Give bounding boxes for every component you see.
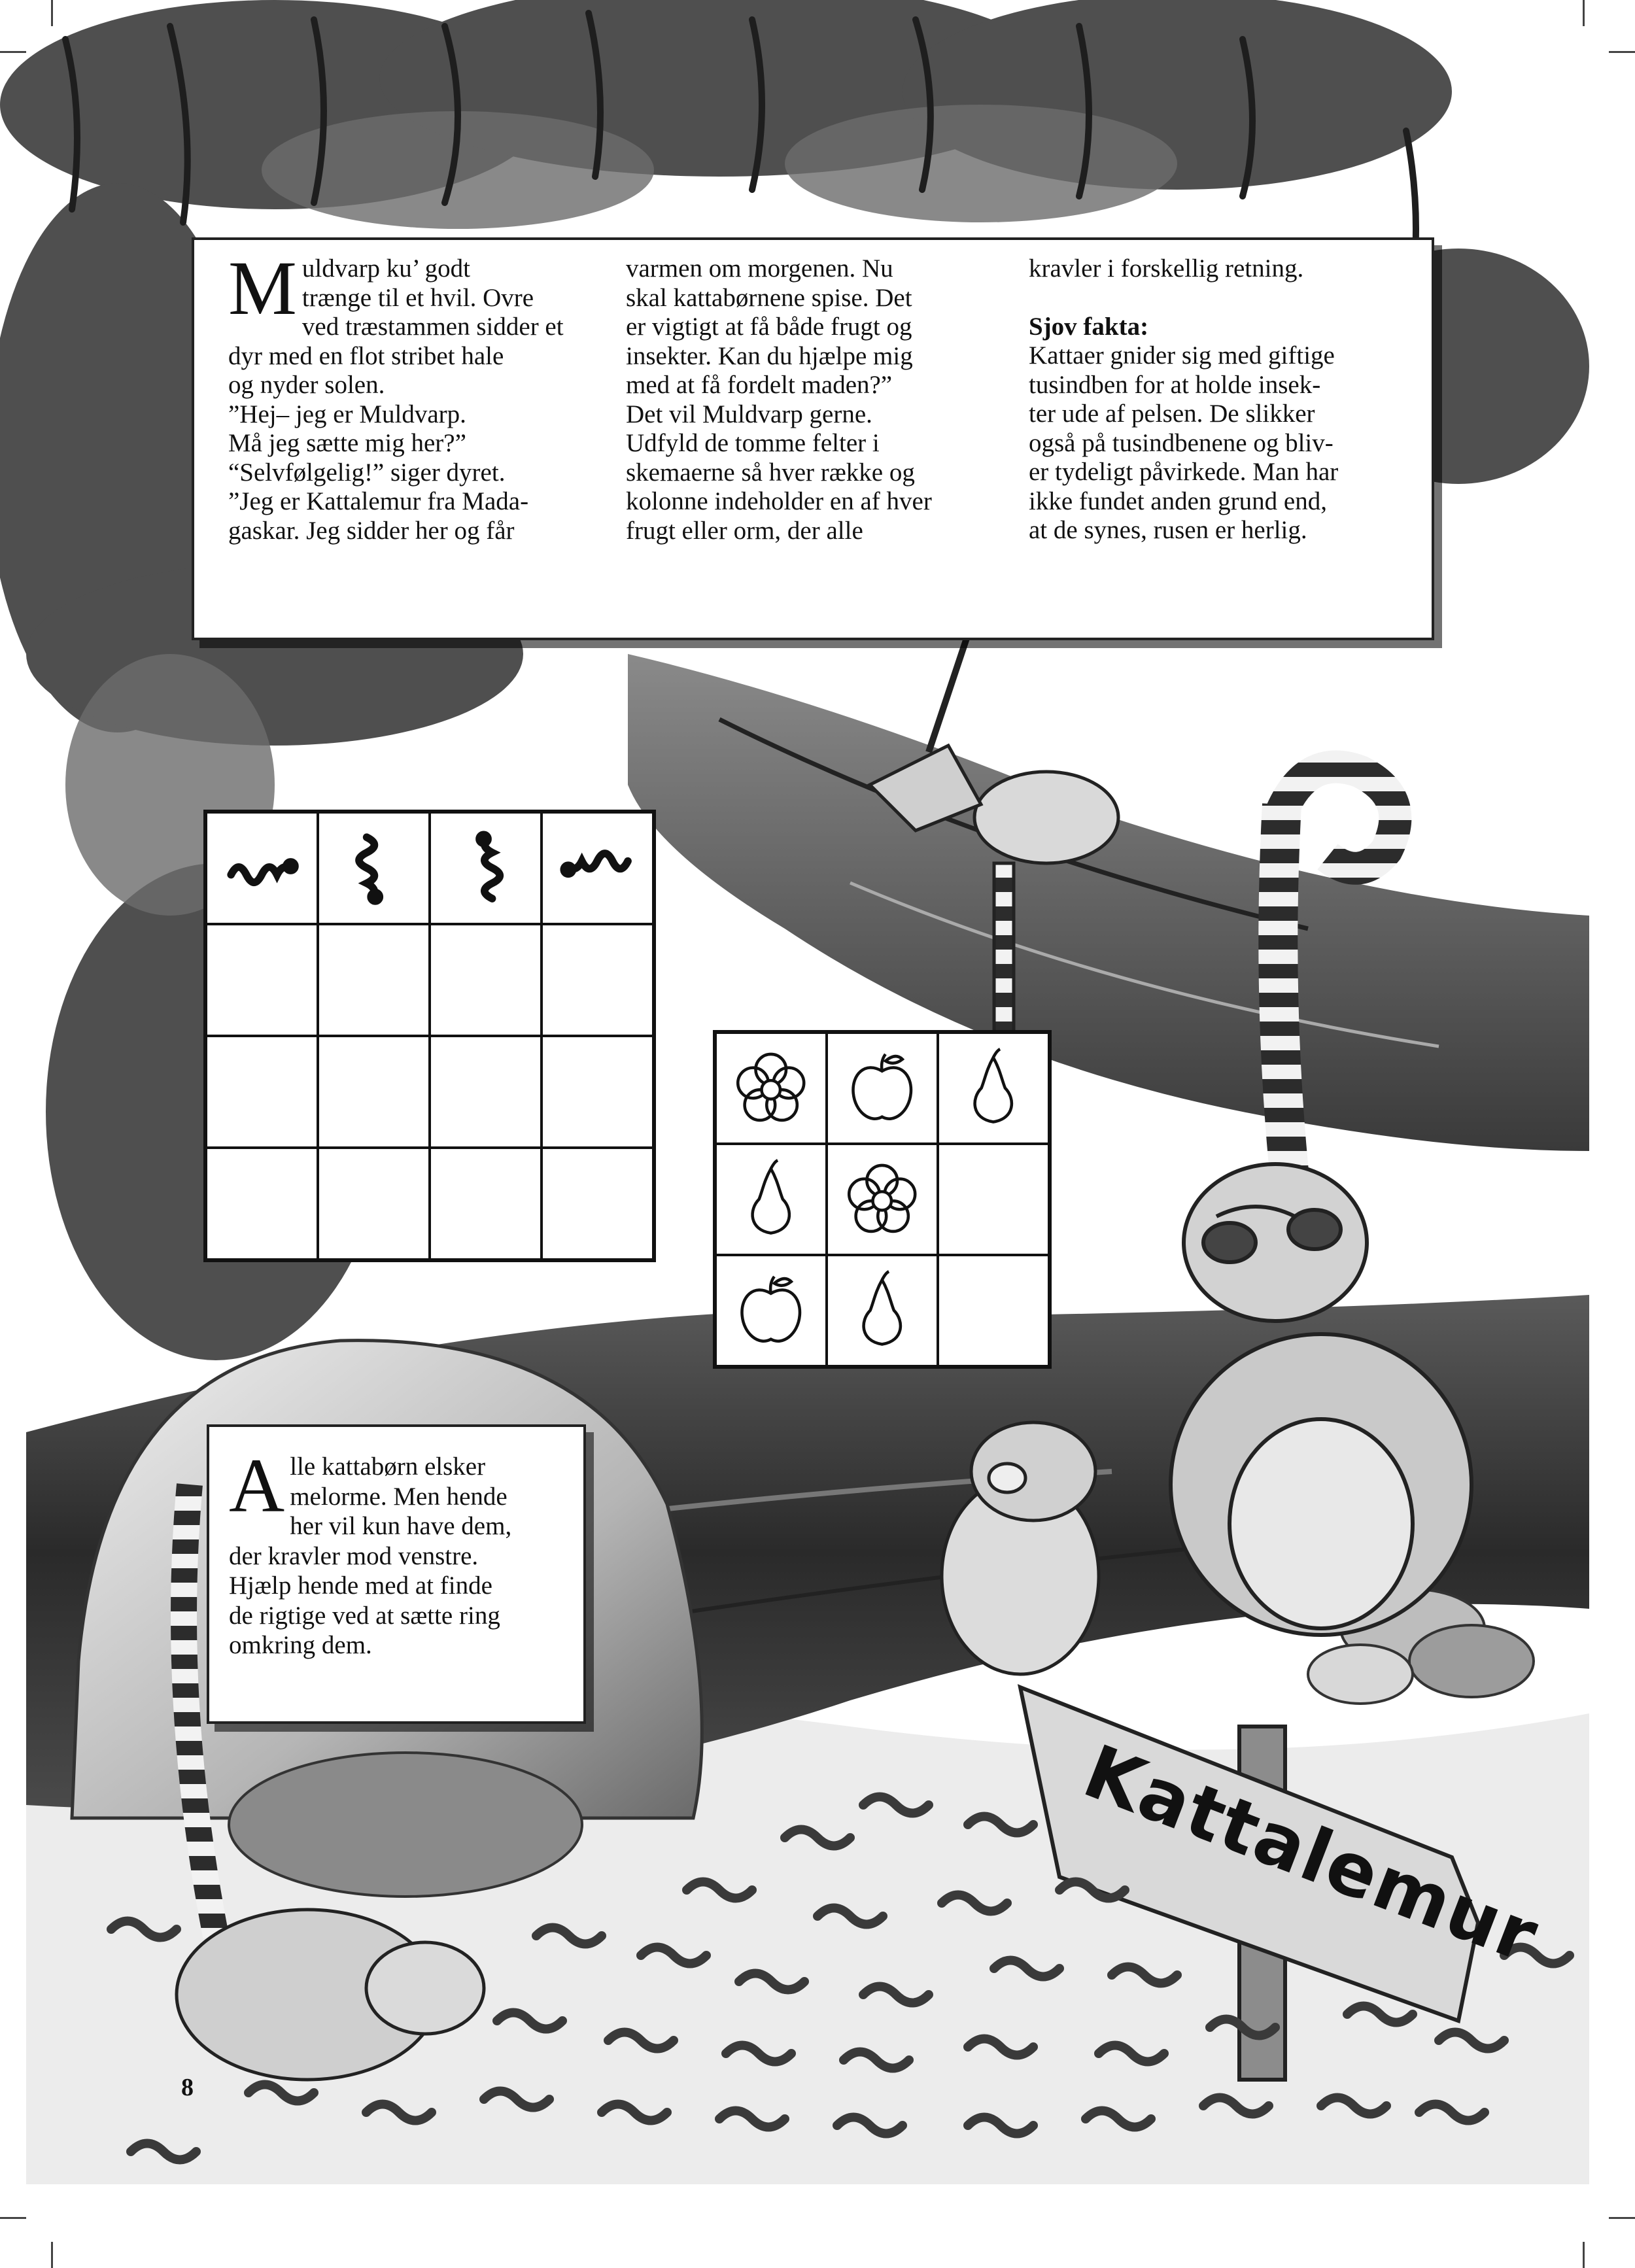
fruit-grid-cell bbox=[938, 1033, 1049, 1144]
story-line: er vigtigt at få både frugt og bbox=[626, 313, 912, 341]
worm-task-box bbox=[207, 1424, 586, 1724]
story-line: kravler i forskellig retning. bbox=[1029, 254, 1304, 283]
story-line: frugt eller orm, der alle bbox=[626, 516, 863, 545]
fruit-sudoku-grid bbox=[713, 1030, 1052, 1369]
story-column-2 bbox=[626, 254, 999, 545]
story-line: Det vil Muldvarp gerne. bbox=[626, 400, 872, 428]
story-line: varmen om morgenen. Nu bbox=[626, 254, 893, 283]
story-line: “Selvfølgelig!” siger dyret. bbox=[228, 458, 506, 487]
fruit-grid-cell bbox=[827, 1033, 938, 1144]
fun-fact-line: tusindben for at holde insek- bbox=[1029, 370, 1321, 399]
flower-icon bbox=[840, 1157, 924, 1241]
worm-grid-cell[interactable] bbox=[318, 924, 430, 1036]
story-line: Udfyld de tomme felter i bbox=[626, 429, 880, 457]
task-line: de rigtige ved at sætte ring bbox=[229, 1601, 500, 1630]
drop-cap: A bbox=[229, 1443, 285, 1528]
worm-right-icon bbox=[219, 825, 304, 910]
worm-down-icon bbox=[331, 825, 416, 910]
pear-icon bbox=[840, 1268, 924, 1352]
worm-grid-cell[interactable] bbox=[206, 924, 318, 1036]
worm-grid-cell[interactable] bbox=[206, 1036, 318, 1148]
story-line: dyr med en flot stribet hale bbox=[228, 341, 504, 370]
fun-fact-line: også på tusindbenene og bliv- bbox=[1029, 428, 1334, 457]
fun-fact-line: ikke fundet anden grund end, bbox=[1029, 487, 1327, 515]
fun-fact-title: Sjov fakta: bbox=[1029, 312, 1149, 341]
worm-grid-cell bbox=[206, 812, 318, 924]
worm-up-icon bbox=[443, 825, 528, 910]
story-line: Må jeg sætte mig her?” bbox=[228, 429, 466, 457]
story-line: trænge til et hvil. Ovre bbox=[301, 283, 534, 312]
worm-grid-cell[interactable] bbox=[318, 1148, 430, 1260]
story-text-box bbox=[192, 237, 1434, 640]
drop-cap: M bbox=[228, 245, 297, 331]
story-line: uldvarp ku’ godt bbox=[301, 254, 470, 283]
pear-icon bbox=[729, 1157, 813, 1241]
fun-fact-line: Kattaer gnider sig med giftige bbox=[1029, 341, 1335, 369]
task-line: melorme. Men hende bbox=[290, 1482, 508, 1511]
fun-fact-line: er tydeligt påvirkede. Man har bbox=[1029, 458, 1339, 486]
worm-grid-cell[interactable] bbox=[430, 1036, 542, 1148]
worm-grid-cell bbox=[542, 812, 653, 924]
fruit-grid-cell[interactable] bbox=[938, 1144, 1049, 1255]
story-line: ”Jeg er Kattalemur fra Mada- bbox=[228, 487, 529, 515]
fruit-grid-cell[interactable] bbox=[938, 1255, 1049, 1366]
fruit-grid-cell bbox=[715, 1033, 827, 1144]
worm-grid-cell[interactable] bbox=[542, 924, 653, 1036]
story-line: og nyder solen. bbox=[228, 371, 385, 399]
pear-icon bbox=[951, 1046, 1035, 1130]
story-line: skemaerne så hver række og bbox=[626, 458, 915, 487]
story-line: ved træstammen sidder et bbox=[301, 313, 564, 341]
worm-grid-cell[interactable] bbox=[542, 1148, 653, 1260]
worm-grid-cell[interactable] bbox=[542, 1036, 653, 1148]
story-line: insekter. Kan du hjælpe mig bbox=[626, 341, 913, 370]
fun-fact-line: ter ude af pelsen. De slikker bbox=[1029, 400, 1315, 428]
fruit-grid-cell bbox=[715, 1144, 827, 1255]
story-column-3 bbox=[1029, 254, 1415, 545]
apple-icon bbox=[729, 1268, 813, 1352]
worm-left-icon bbox=[555, 825, 640, 910]
svg-text:Kattalemur: Kattalemur bbox=[1073, 1728, 1550, 1980]
fruit-grid-cell bbox=[827, 1255, 938, 1366]
worm-sudoku-grid bbox=[203, 810, 656, 1262]
worm-grid-cell[interactable] bbox=[318, 1036, 430, 1148]
page-number: 8 bbox=[181, 2074, 194, 2101]
story-line: med at få fordelt maden?” bbox=[626, 371, 893, 399]
story-line: kolonne indeholder en af hver bbox=[626, 487, 932, 515]
worm-grid-cell bbox=[318, 812, 430, 924]
fruit-grid-cell bbox=[715, 1255, 827, 1366]
apple-icon bbox=[840, 1046, 924, 1130]
flower-icon bbox=[729, 1046, 813, 1130]
task-line: lle kattabørn elsker bbox=[290, 1452, 486, 1481]
story-line: skal kattabørnene spise. Det bbox=[626, 283, 912, 312]
story-line: gaskar. Jeg sidder her og får bbox=[228, 516, 515, 545]
worm-grid-cell[interactable] bbox=[206, 1148, 318, 1260]
task-line: omkring dem. bbox=[229, 1631, 372, 1659]
fruit-grid-cell bbox=[827, 1144, 938, 1255]
story-line: ”Hej– jeg er Muldvarp. bbox=[228, 400, 466, 428]
task-line: her vil kun have dem, bbox=[290, 1512, 512, 1540]
fun-fact-line: at de synes, rusen er herlig. bbox=[1029, 516, 1307, 544]
worm-task-text bbox=[229, 1443, 569, 1660]
worm-grid-cell[interactable] bbox=[430, 1148, 542, 1260]
worm-grid-cell[interactable] bbox=[430, 924, 542, 1036]
task-line: Hjælp hende med at finde bbox=[229, 1572, 492, 1600]
task-line: der kravler mod venstre. bbox=[229, 1541, 479, 1570]
story-column-1 bbox=[228, 245, 594, 545]
worm-grid-cell bbox=[430, 812, 542, 924]
